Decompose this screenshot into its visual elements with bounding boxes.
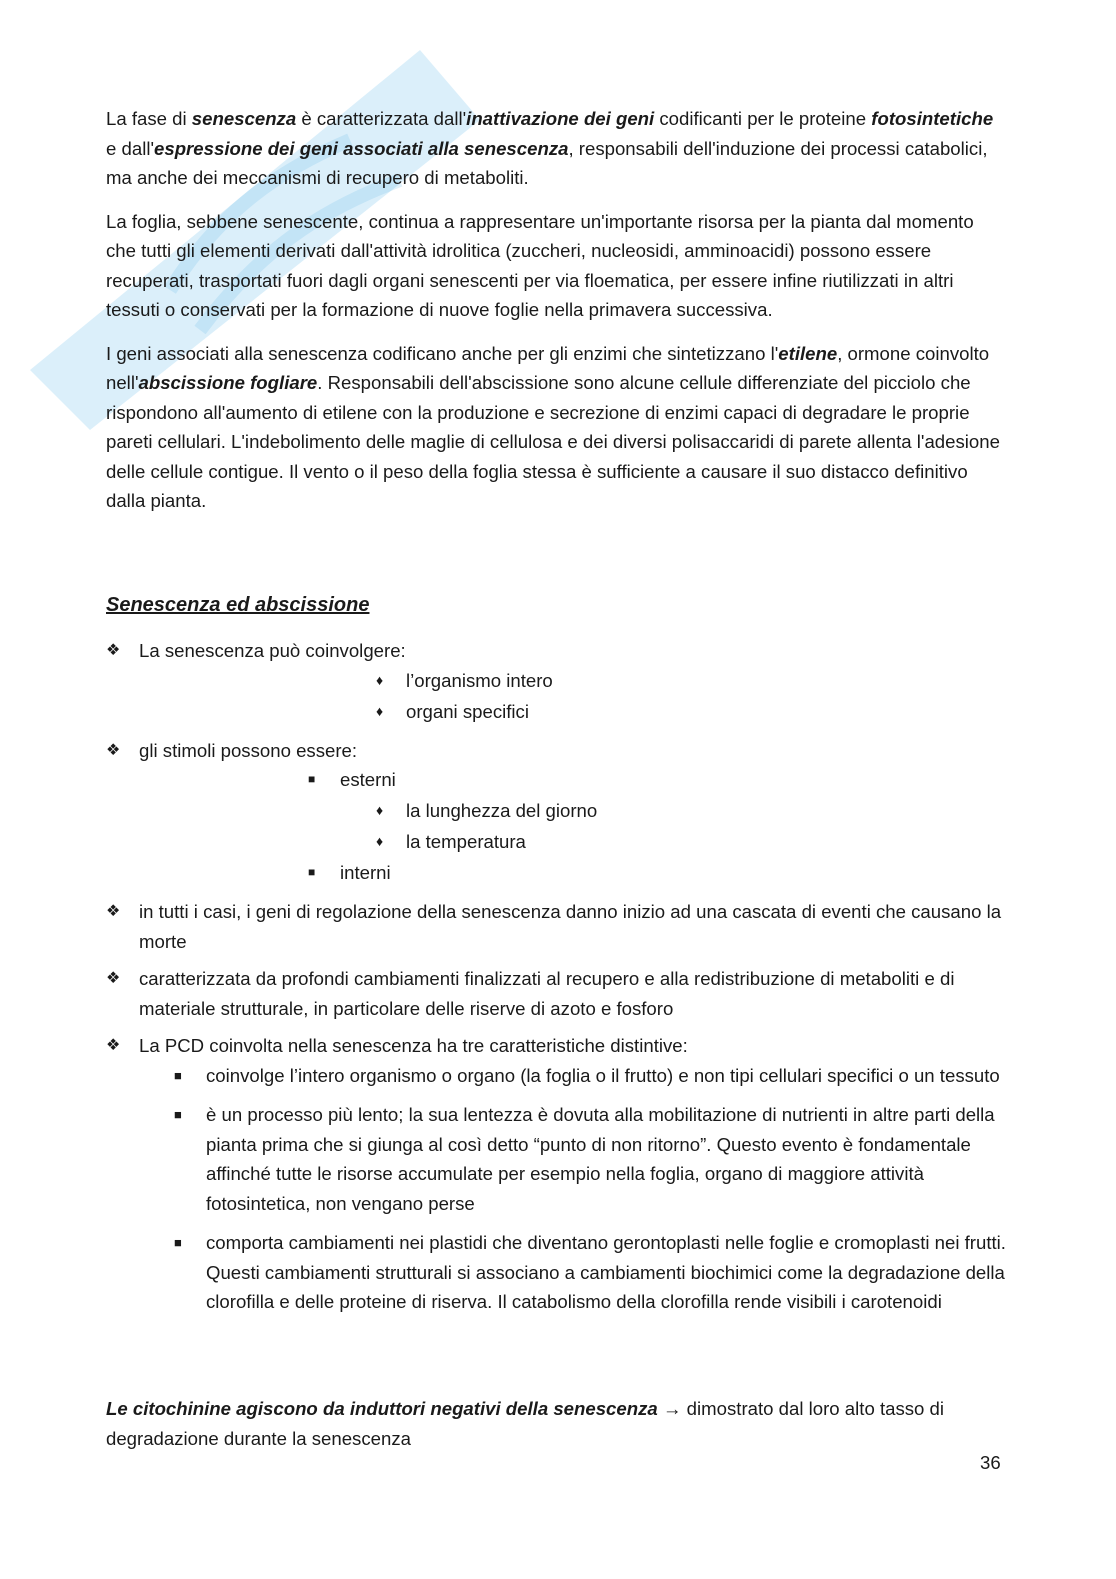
text: , ormone coinvolto nell' <box>106 342 990 393</box>
text: La fase di <box>106 108 192 129</box>
square-bullet-icon: ■ <box>174 1107 182 1122</box>
square-bullet-icon: ■ <box>308 865 316 879</box>
bold-term: espressione dei geni associati alla senescenza <box>154 137 569 159</box>
list-subitem <box>106 796 1006 827</box>
paragraph-1 <box>106 104 1006 193</box>
bold-term: Le citochinine agiscono da induttori negativi della senescenza <box>106 1398 658 1419</box>
bold-term: abscissione fogliare <box>138 372 318 393</box>
list-item <box>106 897 1006 956</box>
list-subitem-text: comporta cambiamenti nei plastidi che diventano gerontoplasti nelle foglie e cromoplasti nei frutti. Questi cambiamenti strutturali si associano a cambiamenti biochimici come la degradazione della clorofilla e delle proteine di riserva. Il catabolismo della clorofilla rende visibili i carotenoidi <box>206 1232 1006 1312</box>
list-item-text: in tutti i casi, i geni di regolazione della senescenza danno inizio ad una cascata di eventi che causano la morte <box>139 901 1002 952</box>
list-item <box>106 636 1006 666</box>
list-item <box>106 964 1006 1023</box>
list-subitem <box>106 1061 1006 1091</box>
text: . Responsabili dell'abscissione sono alcune cellule differenziate del picciolo che rispondono all'aumento di etilene con la produzione e secrezione di enzimi capaci di degradare le proprie pareti cellulari. L'indebolimento delle maglie di cellulosa e dei diversi polisaccaridi di parete allenta l'adesione delle cellule contigue. Il vento o il peso della foglia stessa è sufficiente a causare il suo distacco definitivo dalla pianta. <box>106 372 1000 511</box>
text: La foglia, sebbene senescente, continua a rappresentare un'importante risorsa per la pianta dal momento che tutti gli elementi derivati dall'attività idrolitica (zuccheri, nucleosidi, amminoacidi) possono essere recuperati, trasportati fuori dagli organi senescenti per via floematica, per essere infine riutilizzati in altri tessuti o conservati per la formazione di nuove foglie nella primavera successiva. <box>106 210 974 320</box>
list-item <box>106 1031 1006 1061</box>
diamond-bullet-icon: ❖ <box>106 1037 121 1054</box>
square-bullet-icon: ■ <box>174 1067 182 1083</box>
small-diamond-icon: ♦ <box>376 833 384 849</box>
bullet-list <box>106 636 1006 1327</box>
square-bullet-icon: ■ <box>308 772 316 786</box>
section-title: Senescenza ed abscissione <box>106 594 370 616</box>
diamond-bullet-icon: ❖ <box>106 903 121 920</box>
bold-term: senescenza <box>191 108 297 129</box>
text: dimostrato dal loro alto tasso di degradazione durante la senescenza <box>106 1398 945 1449</box>
list-subitem-text: esterni <box>340 769 396 790</box>
paragraph-2 <box>106 207 1006 325</box>
list-subitem-text: coinvolge l’intero organismo o organo (la foglia o il frutto) e non tipi cellulari specifici o un tessuto <box>206 1064 1000 1086</box>
list-item <box>106 736 1006 766</box>
list-subitem <box>106 827 1006 858</box>
bold-term: inattivazione dei geni <box>466 108 655 129</box>
text: , responsabili dell'induzione dei processi catabolici, ma anche dei meccanismi di recupero di metaboliti. <box>106 137 988 188</box>
page-number: 36 <box>980 1452 1001 1473</box>
arrow-right-icon: → <box>662 1398 682 1419</box>
square-bullet-icon: ■ <box>174 1235 182 1250</box>
list-subitem <box>106 858 1006 889</box>
bold-term: etilene <box>778 342 838 364</box>
list-subitem-text: l’organismo intero <box>406 669 553 691</box>
list-subitem <box>106 1100 1006 1218</box>
small-diamond-icon: ♦ <box>376 671 384 688</box>
bold-term: fotosintetiche <box>871 108 994 129</box>
text: I geni associati alla senescenza codificano anche per gli enzimi che sintetizzano l' <box>106 342 779 364</box>
text: è caratterizzata dall' <box>296 108 467 129</box>
body-text <box>106 104 1006 530</box>
list-subitem-text: la lunghezza del giorno <box>406 800 598 821</box>
list-subitem-text: organi specifici <box>406 700 529 722</box>
list-subitem-text: interni <box>340 862 391 883</box>
closing-paragraph <box>106 1394 1006 1453</box>
diamond-bullet-icon: ❖ <box>106 642 121 659</box>
small-diamond-icon: ♦ <box>376 802 384 818</box>
paragraph-3 <box>106 339 1006 516</box>
list-item-text: La senescenza può coinvolgere: <box>139 640 406 661</box>
list-subitem-text: la temperatura <box>406 831 526 852</box>
list-item-text: La PCD coinvolta nella senescenza ha tre caratteristiche distintive: <box>139 1035 688 1056</box>
list-subitem <box>106 1228 1006 1317</box>
list-subitem <box>106 765 1006 796</box>
text: e dall' <box>106 137 155 159</box>
diamond-bullet-icon: ❖ <box>106 970 121 987</box>
list-subitem <box>106 697 1006 728</box>
list-subitem <box>106 666 1006 697</box>
diamond-bullet-icon: ❖ <box>106 741 121 759</box>
list-item-text: caratterizzata da profondi cambiamenti finalizzati al recupero e alla redistribuzione di metaboliti e di materiale strutturale, in particolare delle riserve di azoto e fosforo <box>139 968 955 1019</box>
small-diamond-icon: ♦ <box>376 702 384 719</box>
list-item-text: gli stimoli possono essere: <box>139 739 358 761</box>
text: codificanti per le proteine <box>654 108 872 129</box>
list-subitem-text: è un processo più lento; la sua lentezza è dovuta alla mobilitazione di nutrienti in altre parti della pianta prima che si giunga al così detto “punto di non ritorno”. Questo evento è fondamentale affinché tutte le risorse accumulate per esempio nella foglia, organo di maggiore attività fotosintetica, non vengano perse <box>206 1104 995 1214</box>
